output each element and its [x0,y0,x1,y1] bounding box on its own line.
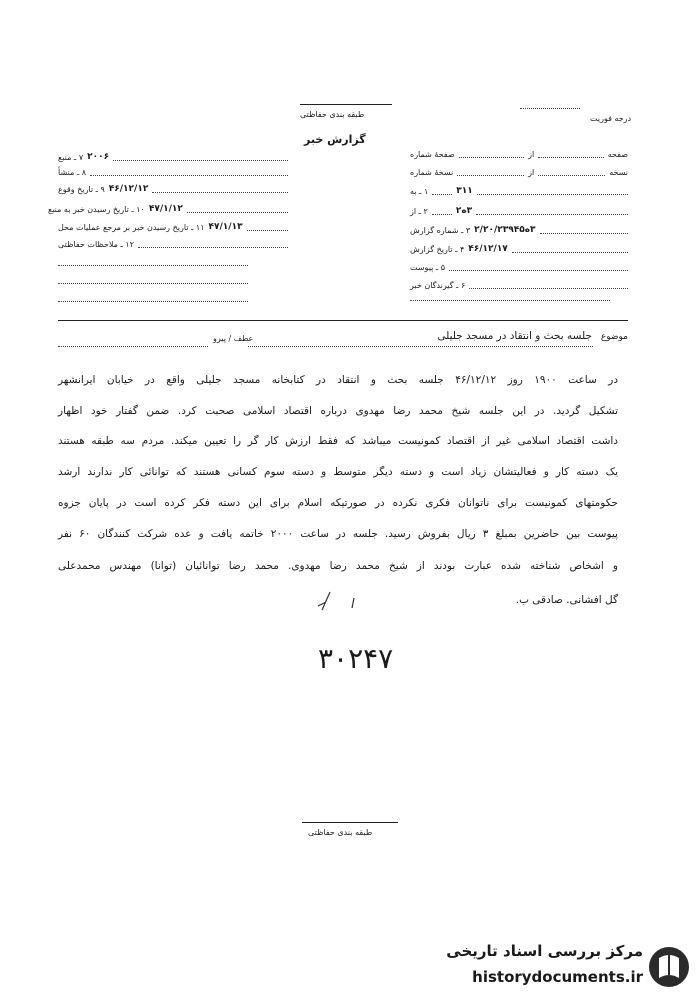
body-line: تشکیل گردید. در این جلسه شیخ محمد رضا مهدوی درباره اقتصاد اسلامی صحبت کرد. ضمن گفتار خود اظهار [58,405,618,417]
field-from: ۲ ـ از ۳ه۲ [410,206,628,216]
divider [302,822,398,823]
document-number: ۳۰۲۴۷ [318,642,394,675]
dotted-line [58,265,248,266]
field-security-notes: ۱۲ ـ ملاحظات حفاظتی [58,240,288,249]
field-received-by-source: ۱۰ ـ تاریخ رسیدن خبر به منبع ۴۷/۱/۱۲ [48,204,288,214]
body-line: پیوست بین حاضرین بمبلغ ۳ ریال بفروش رسید. جلسه در ساعت ۲۰۰۰ خاتمه یافت و عده شرکت کنندگان ۶۰ نفر [58,528,618,540]
body-line: داشت اقتصاد اسلامی غیر از اقتصاد کمونیست میباشد که فقط ارزش کار گر را تعیین میکند. مردم سه طبقه هستند [58,435,618,447]
reference-label: عطف / پیرو [213,334,254,343]
classification-bottom: طبقه بندی حفاظتی [308,828,373,837]
subject-text: جلسه بحث و انتقاد در مسجد جلیلی [437,330,592,342]
body-line: یک دسته کار و فعالیتشان زیاد است و دسته دیگر متوسط و دسته سوم کسانی هستند که توانائی کار ندارند ارشد [58,466,618,478]
field-origin: ۸ ـ منشأ [58,168,288,177]
dotted-line [58,283,248,284]
dotted-line [58,301,248,302]
field-to: ۱ ـ به ۳۱۱ [410,186,628,196]
urgency-label: درجه فوریت [590,114,632,123]
dotted-line [58,346,208,347]
body-line: حکومتهای کمونیست برای ناتوانان فکری نکرده در صورتیکه اسلام برای این دسته فکر کرده است در پایان جزوه [58,497,618,509]
body-line: گل افشانی. صادقی ب. [515,594,618,606]
divider [300,104,392,105]
field-recipients: ۶ ـ گیرندگان خبر [410,281,628,290]
page-number-row: صفحهٔ شماره از صفحه [410,150,629,159]
field-report-number: ۳ ـ شماره گزارش ۳ه۲/۲۰/۲۳۹۴۵ [410,225,628,235]
report-title: گزارش خبر [304,133,366,146]
body-line: و اشخاص شناخته شده عبارت بودند از شیخ محمد رضا مهدوی. محمد رضا توانائیان (توانا) مهندس محمدعلی [58,560,618,572]
field-report-date: ۴ ـ تاریخ گزارش ۴۶/۱۲/۱۷ [410,244,628,254]
field-attachment: ۵ ـ پیوست [410,263,628,272]
field-event-date: ۹ ـ تاریخ وقوع ۴۶/۱۲/۱۲ [58,184,288,194]
dotted-line [520,108,580,109]
dotted-line [410,300,610,301]
archive-logo-icon [647,944,691,990]
field-received-by-ops: ۱۱ ـ تاریخ رسیدن خبر بر مرجع عملیات محل ۴۷/۱/۱۳ [58,222,288,232]
section-divider [58,320,628,321]
watermark-title: مرکز بررسی اسناد تاریخی [446,942,643,960]
body-line: در ساعت ۱۹۰۰ روز ۴۶/۱۲/۱۲ جلسه بحث و انتقاد در کتابخانه مسجد جلیلی واقع در خیابان ایرانشهر [58,374,618,386]
handwritten-mark [310,588,370,618]
subject-label: موضوع [600,332,628,342]
watermark [410,938,695,998]
classification-top: طبقه بندی حفاظتی [300,110,365,119]
field-source: ۷ ـ منبع ۲۰۰۶ [58,152,288,162]
dotted-line [248,346,593,347]
copy-number-row: نسخهٔ شماره از نسخه [410,168,629,177]
watermark-url: historydocuments.ir [472,968,643,986]
